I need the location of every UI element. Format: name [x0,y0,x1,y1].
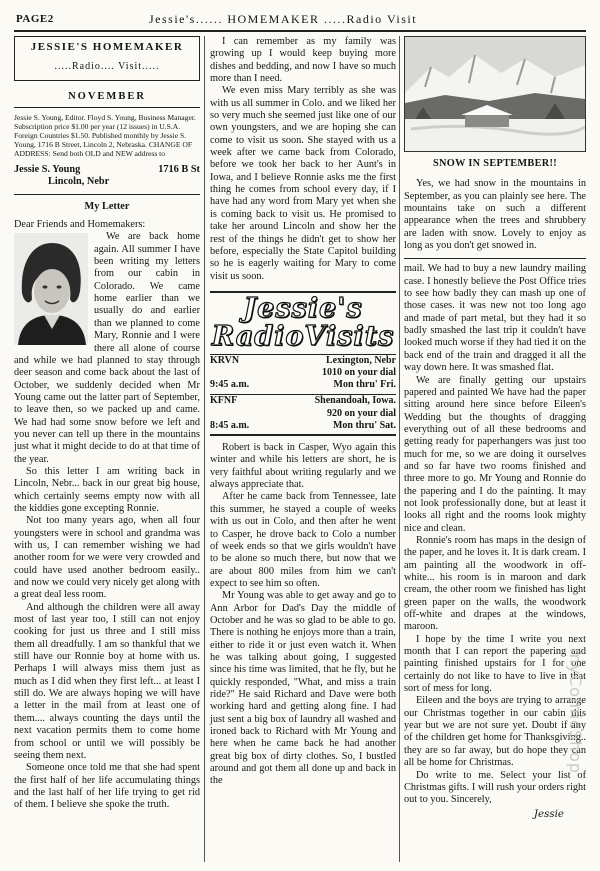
station-schedule-kfnf [210,395,396,432]
station-call: KFNF [210,395,238,407]
letter-paragraph: We are back home again. All summer I have been writing my letters from our cabin in Colorado. We came home earlier than we usually do and earlier than we planned to come Mary, Ronnie and I were there all alone of course and while we had planned to stay through deer season and come back about the last of October, we suddenly decided when Mr Young came out the latter part of September, to leave then, so we packed up and came. We had had some snow before we left and you never can tell up there in the mountains just what it might decide to do at that time of the year. [14,231,200,465]
masthead-box [14,36,200,81]
letter-paragraph: We are finally getting our upstairs papered and painted We have had the paper sitting around here since before Eileen's Wedding but the thoughts of dragging everything out of all these bedrooms and getting ready for paperhangers was just too much for me, so we are doing it ourselves and so far have two rooms finished and three more to go. Mr Young and Ronnie do the papering and I do the painting. It may not look professionally done, but at least it looks all right and the rooms look mighty nice and clean. [404,374,586,534]
letter-paragraph: I can remember as my family was growing up I would keep buying more dishes and bedding, and now I have so much more than I need. [210,36,396,85]
letter-paragraph: And although the children were all away most of last year too, I still can not enjoy cooking for just us three and I still miss them all dreadfully. I am so thankful that we still have our Ronnie boy at home with us. Perhaps I will always miss them just as much as I did when they first left... at least I still do. We are always hoping we will have a letter in the mail from at least one of them.... always counting the days until the next vacation permits them to come home from school or until we will possibly be seeing them next. [14,601,200,761]
snow-photo [404,36,586,152]
watermark: myComicShop [566,648,585,775]
publication-subtitle: .....Radio.... Visit..... [54,61,160,73]
letter-paragraph: Mr Young was able to get away and go to Ann Arbor for Dad's Day the middle of October and he was so glad to be able to go. There is nothing he enjoys more than a train, either to ride it or just even watch it. When he was talking about going, I suggested since his time was limited, that he fly, but he quickly responded, "What, and miss a train ride?" He said Richard and Dave were both working hard and getting along fine. I had just sent a big box of laundry all washed and ironed back to Richard with Mr Young and here when he came back he had another great big box of dirty clothes. So, I bustled around and got them all done up and back in the [210,590,396,787]
letter-paragraph: Robert is back in Casper, Wyo again this winter and while his letters are short, he is very faithful about writing regularly and we always appreciate that. [210,442,396,491]
broadcast-days: Mon thru' Sat. [332,419,396,431]
station-city: Lexington, Nebr [326,354,396,366]
letter-paragraph: Do write to me. Select your list of Christmas gifts. I will rush your orders right out to you. Sincerely, [404,769,586,806]
broadcast-time: 9:45 a.m. [210,379,250,391]
station-city: Shenandoah, Iowa. [314,395,396,407]
letter-paragraph: Someone once told me that she had spent the first half of her life accumulating things and the last half of her life trying to get rid of them. I believe she spoke the truth. [14,762,200,811]
column-divider [204,36,205,862]
column-1 [14,36,200,812]
running-title: Jessie's...... HOMEMAKER .....Radio Visit [149,12,418,26]
letter-paragraph: I hope by the time I write you next month that I can report the papering and painting finished upstairs for I for one certainly do not like to have to live in that sort of mess for long. [404,633,586,695]
snow-paragraph: Yes, we had snow in the mountains in September, as you can plainly see here. The mountains take on such a different appearance when the trees and shrubbery are laden with snow. Lovely to enjoy as long as you don't get snowed in. [404,178,586,252]
letter-paragraph: We even miss Mary terribly as she was with us all summer in Colo. and we liked her so very much she seemed just like one of our own youngsters, and we are hoping she can come to visit us soon. She stayed with us a week after we came back from Colorado, before we took her back to her Aunt's in Iowa, and I believe Ronnie asks me the first thing he comes from school every day, if I have had any word from Mary yet when she is coming back to visit us. He promised to take her around Lincoln and show her the rest of the things he didn't get to show her before, especially the State Capitol building so he is eagerly waiting for Mary to come visit us soon. [210,85,396,282]
running-header [14,8,586,32]
signature: Jessie [533,807,564,820]
broadcast-days: Mon thru' Fri. [333,379,396,391]
divider [14,194,200,195]
issue-month: NOVEMBER [14,91,200,108]
address-name: Jessie S. Young [14,164,81,176]
letter-paragraph: So this letter I am writing back in Lincoln, Nebr... back in our great big house, which certainly seems empty now with all the kiddies gone excepting Ronnie. [14,465,200,514]
letter-paragraph: After he came back from Tennessee, late this summer, he stayed a couple of weeks with us out in Colo, and then after he went to Casper, he drove back to Colo a number of week ends so that we girls wouldn't have to be alone so much there, but now that we are about 800 miles from him we can't expect to see him so often. [210,491,396,589]
radio-visits-box [210,291,396,436]
radio-title-line-2: RadioVisits [211,320,395,352]
letter-paragraph: Eileen and the boys are trying to arrange our Christmas together in our cabin this year but we are not sure yet. Doubt if any of the children get home for Thanksgiving.. they are so far away, but do hope they can all be home for Christmas. [404,695,586,769]
broadcast-time: 8:45 a.m. [210,419,250,431]
author-portrait [14,233,88,345]
page-number: PAGE2 [16,13,54,25]
station-dial: 1010 on your dial [322,367,396,379]
newsletter-page [14,8,586,866]
column-2 [210,36,396,788]
mailing-address [14,164,200,189]
letter-paragraph: Not too many years ago, when all four youngsters were in school and grandma was with us, I can remember wishing we had another room for we were very crowded and could have used another bedroom easily.. and now we could very nicely get along with a great deal less room. [14,515,200,601]
salutation: Dear Friends and Homemakers: [14,219,146,231]
station-dial: 920 on your dial [327,407,396,419]
address-city: Lincoln, Nebr [48,176,110,188]
masthead-staff: Jessie S. Young, Editor. Floyd S. Young, Business Manager. Subscription price $1.00 per year (12 issues) in U.S.A. Foreign Countries $1.50. Published monthly by Jessie S. Young, 1716 B Street, Lincoln 2, Nebraska. CHANGE OF ADDRESS: Send both OLD and NEW address to [14,113,196,159]
column-divider [399,36,400,862]
publication-name: JESSIE'S HOMEMAKER [30,41,184,53]
radio-title-line-1: Jessie's [243,292,363,324]
divider [404,258,586,259]
station-schedule-krvn [210,355,396,392]
letter-paragraph: mail. We had to buy a new laundry mailing case. I honestly believe the Post Office tries to see how badly they can mash up one of those cases. it was new not too long ago and made of part metal, but they had it so badly smashed the last trip it couldn't have looked much worse if they had tied it on the back end of the train and dragged it all the way down here. It was smashed flat. [404,263,586,374]
station-call: KRVN [210,354,240,366]
letter-paragraph: Ronnie's room has maps in the design of the paper, and he loves it. It is dark cream. I am painting all the woodwork in off-white... his room is in maroon and dark cream, the other room we finished has light green paper on the walls, the woodwork off-white and drapes at the windows, maroon. [404,534,586,633]
address-street: 1716 B St [158,164,200,176]
column-3 [404,36,586,820]
letter-heading: My Letter [84,200,130,212]
photo-caption: SNOW IN SEPTEMBER!! [433,158,557,169]
